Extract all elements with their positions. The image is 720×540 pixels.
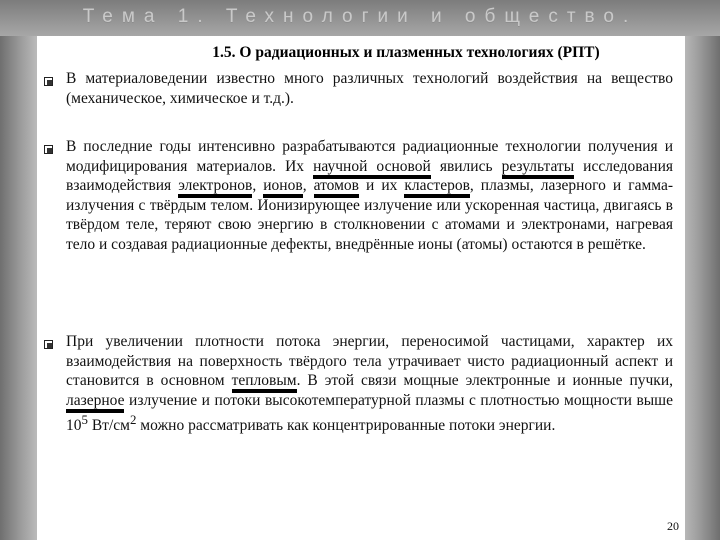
text-run: исследования взаимодействия: [66, 157, 673, 195]
underlined-term: лазерное: [66, 392, 124, 413]
text-run: При увеличении плотности потока энергии, переносимой частицами, характер их взаимодействия на поверхность твёрдого тела утрачивает чисто радиационный аспект и становится в основном: [66, 333, 673, 390]
text-run: можно рассматривать как концентрированные потоки энергии.: [136, 417, 556, 435]
page-number: 20: [667, 519, 679, 533]
underlined-term: тепловым: [232, 372, 297, 393]
text-run: Вт/см: [87, 417, 130, 435]
text-run: , плазмы, лазерного и гамма-излучения с твёрдым телом. Ионизирующее излучение или ускоренная частица, двигаясь в твёрдом теле, теряют свою энергию в столкновении с атомами и электронами, нагревая тело и создавая радиационные дефекты, внедрённые ионы (атомы) остаются в решётке.: [66, 177, 674, 253]
topic-title: Тема 1. Технологии и общество.: [82, 6, 638, 27]
underlined-term: результаты: [502, 158, 575, 179]
underlined-term: ионов: [263, 177, 302, 198]
square-bullet-icon: [44, 77, 53, 86]
text-run: ,: [252, 177, 264, 195]
text-run: В последние годы интенсивно разрабатываются радиационные технологии получения и модифицирования материалов. Их: [66, 138, 673, 175]
underlined-term: кластеров: [404, 177, 470, 198]
text-run: излучение и потоки высокотемпературной плазмы с плотностью мощности выше 10: [66, 391, 673, 435]
bullet-text-1: В материаловедении известно много различных технологий воздействия на вещество (механическое, химическое и т.д.).: [66, 70, 673, 107]
text-run: и их: [358, 177, 405, 195]
section-title: 1.5. О радиационных и плазменных технологиях (РПТ): [212, 44, 600, 61]
superscript: 5: [81, 412, 88, 428]
square-bullet-icon: [44, 145, 53, 154]
underlined-term: научной основой: [313, 158, 431, 179]
text-run: ,: [302, 177, 314, 195]
underlined-term: электронов: [178, 177, 252, 198]
bullet-text-2: [66, 137, 673, 255]
underlined-term: атомов: [314, 177, 359, 198]
slide-content: [37, 36, 685, 540]
text-run: . В этой связи мощные электронные и ионные пучки,: [296, 372, 673, 390]
square-bullet-icon: [44, 340, 53, 349]
bullet-text-3: [66, 332, 673, 436]
superscript: 2: [129, 412, 137, 428]
text-run: явились: [430, 157, 502, 175]
header-bar: [0, 0, 720, 36]
